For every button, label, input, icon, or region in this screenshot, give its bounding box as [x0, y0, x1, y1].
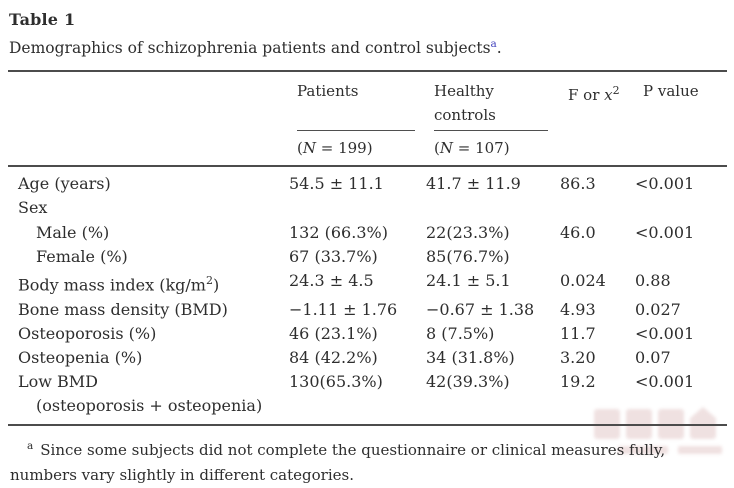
table-header-row	[8, 72, 734, 130]
patients-n: (N = 199)	[297, 130, 434, 165]
row-label: Bone mass density (BMD)	[18, 299, 228, 319]
cell-controls: 85(76.7%)	[426, 246, 510, 266]
table-body	[0, 167, 734, 423]
footnote-marker: a	[27, 439, 34, 452]
table-row	[0, 269, 734, 298]
cell-patients: 54.5 ± 11.1	[289, 174, 384, 194]
cell-patients	[289, 196, 426, 220]
cell-controls: 42(39.3%)	[426, 372, 510, 392]
cell-pvalue: <0.001	[635, 323, 695, 343]
row-label: Osteoporosis (%)	[18, 323, 157, 343]
cell-controls: −0.67 ± 1.38	[426, 299, 535, 319]
cell-statistic: 86.3	[560, 174, 596, 194]
cell-controls: 24.1 ± 5.1	[426, 270, 511, 290]
subheader-spacer	[8, 130, 297, 165]
cell-patients: 130(65.3%)	[289, 372, 383, 392]
cell-statistic	[560, 245, 635, 269]
cell-pvalue: <0.001	[635, 174, 695, 194]
table-footnote: $^a$ Since some subjects did not complete the questionnaire or clinical measures fully, numbers vary slightly in different categories.	[10, 439, 666, 484]
cell-pvalue	[635, 196, 719, 220]
cell-pvalue: 0.07	[635, 347, 671, 367]
caption-period: .	[496, 39, 502, 58]
cell-controls: 41.7 ± 11.9	[426, 174, 521, 194]
cell-controls: 34 (31.8%)	[426, 347, 515, 367]
cell-statistic: 4.93	[560, 299, 596, 319]
bottom-rule	[8, 424, 727, 426]
cell-patients: 84 (42.2%)	[289, 347, 378, 367]
cell-patients: 24.3 ± 4.5	[289, 270, 374, 290]
cell-pvalue	[635, 245, 719, 269]
cell-statistic: 0.024	[560, 270, 606, 290]
row-label: Body mass index $(kg/m^2)$	[18, 273, 220, 295]
header-rule	[8, 165, 727, 167]
cell-statistic	[560, 196, 635, 220]
cell-controls	[426, 196, 560, 220]
table-row	[0, 221, 734, 245]
table-subheader-row	[8, 130, 734, 165]
table-row	[0, 322, 734, 346]
cell-statistic: 3.20	[560, 347, 596, 367]
header-spacer	[8, 72, 297, 130]
cell-controls: 8 (7.5%)	[426, 323, 495, 343]
caption-footnote-marker: a	[490, 38, 497, 50]
cell-statistic: 19.2	[560, 372, 596, 392]
cell-controls: 22(23.3%)	[426, 222, 510, 242]
row-label: Sex	[18, 198, 48, 218]
row-label: Male (%)	[36, 222, 110, 242]
cell-statistic: 46.0	[560, 222, 596, 242]
row-label: Low BMD (osteoporosis + osteopenia)	[18, 372, 263, 416]
table-row	[0, 196, 734, 220]
chi-symbol: x	[604, 86, 613, 105]
cell-patients: −1.11 ± 1.76	[289, 299, 398, 319]
caption-text: Demographics of schizophrenia patients and control subjects	[9, 39, 491, 58]
cell-statistic: 11.7	[560, 323, 596, 343]
table-row	[0, 172, 734, 196]
cell-pvalue: 0.88	[635, 270, 671, 290]
cell-pvalue: <0.001	[635, 372, 695, 392]
column-header-pvalue: P value	[643, 82, 699, 101]
table-row	[0, 245, 734, 269]
row-label: Age (years)	[18, 174, 111, 194]
controls-n: (N = 107)	[434, 130, 568, 165]
row-label: Osteopenia (%)	[18, 347, 143, 367]
cell-patients: 67 (33.7%)	[289, 246, 378, 266]
column-header-patients: Patients	[297, 82, 359, 101]
column-header-statistic: F or $x^2$	[568, 84, 620, 105]
column-header-controls: Healthy controls	[434, 82, 496, 125]
cell-pvalue: 0.027	[635, 299, 681, 319]
row-label: Female (%)	[36, 246, 128, 266]
cell-patients: 46 (23.1%)	[289, 323, 378, 343]
table-row	[0, 298, 734, 322]
cell-pvalue: <0.001	[635, 222, 695, 242]
cell-patients: 132 (66.3%)	[289, 222, 388, 242]
table-row	[0, 346, 734, 370]
table-caption	[9, 31, 734, 61]
table-label: Table 1	[9, 10, 76, 29]
